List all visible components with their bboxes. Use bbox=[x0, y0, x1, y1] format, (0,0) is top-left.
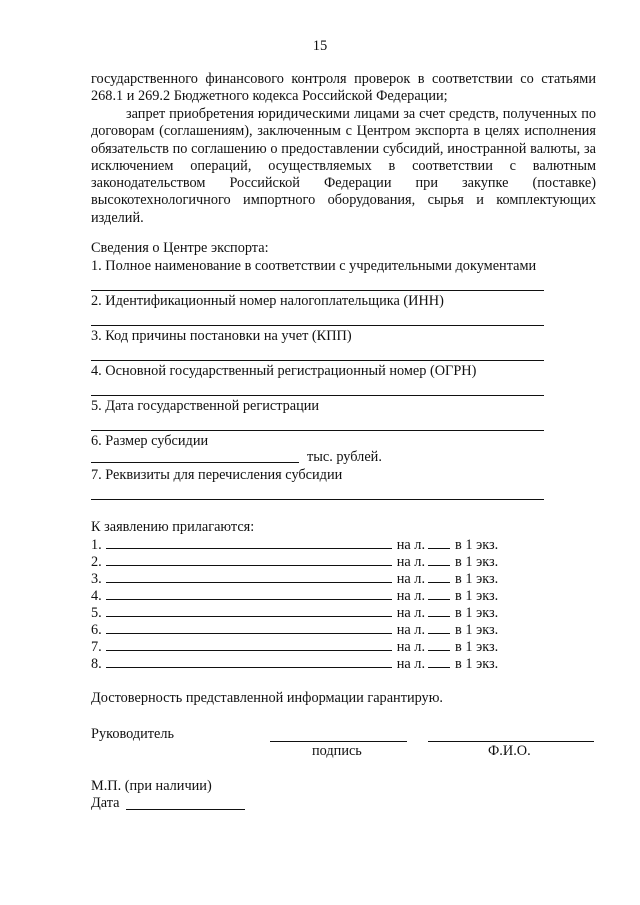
attachment-row bbox=[91, 587, 498, 605]
page-number: 15 bbox=[312, 38, 328, 54]
attachment-row bbox=[91, 621, 498, 639]
attachment-row bbox=[91, 536, 498, 554]
field-label-full-name: 1. Полное наименование в соответствии с учредительными документами bbox=[91, 258, 537, 274]
attachment-copies-label: в 1 экз. bbox=[455, 571, 499, 587]
date-line[interactable] bbox=[126, 809, 245, 810]
attachment-copies-label: в 1 экз. bbox=[455, 537, 499, 553]
field-full-name-line[interactable] bbox=[91, 290, 544, 291]
center-info-heading: Сведения о Центре экспорта: bbox=[91, 240, 269, 256]
attachment-title-field[interactable] bbox=[106, 655, 392, 668]
field-ogrn-line[interactable] bbox=[91, 395, 544, 396]
attachment-pages-field[interactable] bbox=[428, 621, 450, 634]
attachment-title-field[interactable] bbox=[106, 587, 392, 600]
attachment-pages-label: на л. bbox=[396, 537, 426, 553]
attachment-pages-label: на л. bbox=[396, 588, 426, 604]
field-subsidy-size-line[interactable] bbox=[91, 462, 299, 463]
guarantee-statement: Достоверность представленной информации гарантирую. bbox=[91, 690, 443, 706]
attachment-copies-label: в 1 экз. bbox=[455, 622, 499, 638]
attachment-pages-label: на л. bbox=[396, 656, 426, 672]
attachment-copies-label: в 1 экз. bbox=[455, 639, 499, 655]
attachment-pages-field[interactable] bbox=[428, 587, 450, 600]
attachment-title-field[interactable] bbox=[106, 604, 392, 617]
attachment-row bbox=[91, 553, 498, 571]
attachment-pages-field[interactable] bbox=[428, 655, 450, 668]
attachment-number: 2. bbox=[91, 554, 102, 570]
attachment-copies-label: в 1 экз. bbox=[455, 588, 499, 604]
attachment-pages-field[interactable] bbox=[428, 553, 450, 566]
full-name-caption: Ф.И.О. bbox=[488, 743, 531, 759]
field-label-registration-date: 5. Дата государственной регистрации bbox=[91, 398, 320, 414]
stamp-label: М.П. (при наличии) bbox=[91, 778, 212, 794]
attachment-pages-field[interactable] bbox=[428, 638, 450, 651]
field-registration-date-line[interactable] bbox=[91, 430, 544, 431]
attachment-copies-label: в 1 экз. bbox=[455, 605, 499, 621]
signature-caption: подпись bbox=[312, 743, 362, 759]
field-label-bank-details: 7. Реквизиты для перечисления субсидии bbox=[91, 467, 343, 483]
attachment-number: 8. bbox=[91, 656, 102, 672]
attachment-row bbox=[91, 655, 498, 673]
attachment-row bbox=[91, 604, 498, 622]
attachments-heading: К заявлению прилагаются: bbox=[91, 519, 255, 535]
full-name-line[interactable] bbox=[428, 741, 594, 742]
signature-line[interactable] bbox=[270, 741, 407, 742]
attachment-pages-field[interactable] bbox=[428, 536, 450, 549]
attachment-pages-field[interactable] bbox=[428, 604, 450, 617]
attachment-number: 4. bbox=[91, 588, 102, 604]
attachment-pages-field[interactable] bbox=[428, 570, 450, 583]
attachment-title-field[interactable] bbox=[106, 621, 392, 634]
attachment-number: 6. bbox=[91, 622, 102, 638]
field-label-inn: 2. Идентификационный номер налогоплательщика (ИНН) bbox=[91, 293, 444, 309]
attachment-title-field[interactable] bbox=[106, 570, 392, 583]
attachment-number: 1. bbox=[91, 537, 102, 553]
attachment-pages-label: на л. bbox=[396, 605, 426, 621]
field-bank-details-line[interactable] bbox=[91, 499, 544, 500]
field-label-subsidy-size: 6. Размер субсидии bbox=[91, 433, 209, 449]
subsidy-unit: тыс. рублей. bbox=[307, 449, 382, 465]
paragraph-control: государственного финансового контроля проверок в соответствии со статьями 268.1 и 269.2 Бюджетного кодекса Российской Федерации; bbox=[91, 71, 596, 105]
attachment-pages-label: на л. bbox=[396, 622, 426, 638]
attachment-title-field[interactable] bbox=[106, 638, 392, 651]
paragraph-prohibition: запрет приобретения юридическими лицами за счет средств, полученных по договорам (соглашениям), заключенным с Центром экспорта в целях исполнения обязательств по соглашению о предоставлении субсидий, иностранной валюты, за исключением операций, осуществляемых в соответствии с валютным законодательством Российской Федерации при закупке (поставке) высокотехнологичного импортного оборудования, сырья и комплектующих изделий. bbox=[91, 106, 596, 226]
date-label: Дата bbox=[91, 795, 120, 811]
field-label-ogrn: 4. Основной государственный регистрационный номер (ОГРН) bbox=[91, 363, 477, 379]
field-label-kpp: 3. Код причины постановки на учет (КПП) bbox=[91, 328, 352, 344]
attachment-pages-label: на л. bbox=[396, 554, 426, 570]
attachment-title-field[interactable] bbox=[106, 553, 392, 566]
attachment-pages-label: на л. bbox=[396, 571, 426, 587]
attachment-copies-label: в 1 экз. bbox=[455, 554, 499, 570]
field-inn-line[interactable] bbox=[91, 325, 544, 326]
attachment-number: 5. bbox=[91, 605, 102, 621]
attachment-number: 3. bbox=[91, 571, 102, 587]
attachment-copies-label: в 1 экз. bbox=[455, 656, 499, 672]
signatory-role: Руководитель bbox=[91, 726, 175, 742]
field-kpp-line[interactable] bbox=[91, 360, 544, 361]
attachment-row bbox=[91, 638, 498, 656]
attachment-row bbox=[91, 570, 498, 588]
attachment-pages-label: на л. bbox=[396, 639, 426, 655]
attachment-title-field[interactable] bbox=[106, 536, 392, 549]
attachment-number: 7. bbox=[91, 639, 102, 655]
